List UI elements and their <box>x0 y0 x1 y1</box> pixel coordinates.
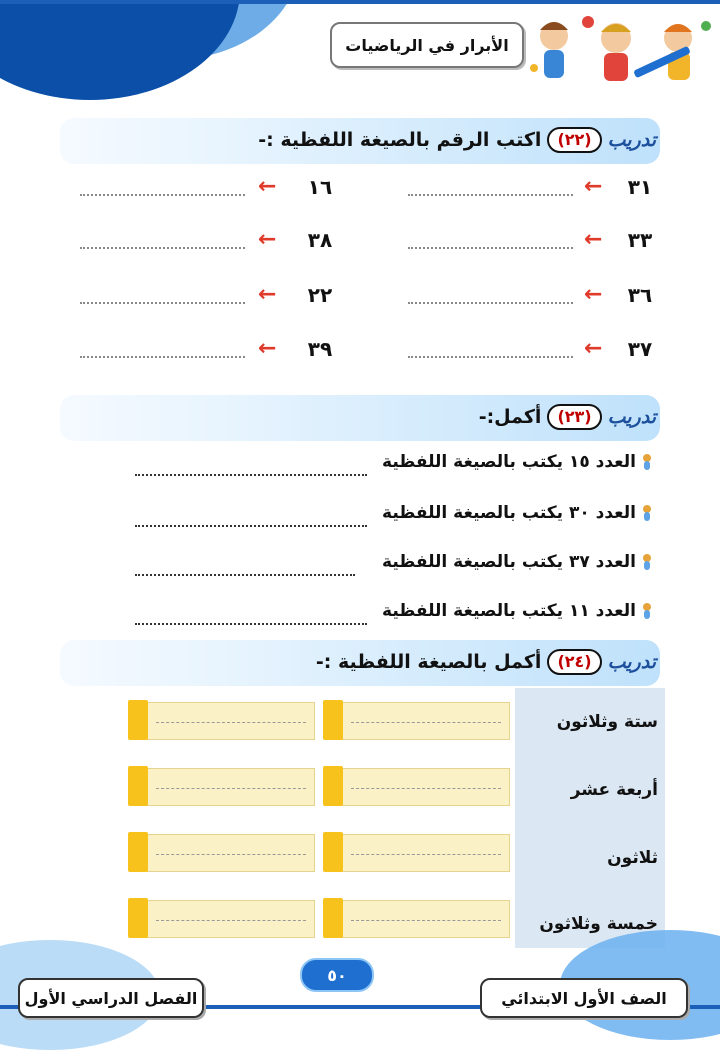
ex24-answer-box-r2[interactable] <box>328 768 510 806</box>
ex22-answer-left-3[interactable] <box>80 302 245 304</box>
ex24-label: تدريب <box>607 651 656 673</box>
ex23-item-text: العدد ٣٠ يكتب بالصيغة اللفظية <box>382 503 636 523</box>
ex22-number: (٢٢) <box>547 127 601 153</box>
ex24-word-3: ثلاثون <box>607 848 658 868</box>
ex23-answer-3[interactable] <box>135 574 355 576</box>
ex23-item-text: العدد ٣٧ يكتب بالصيغة اللفظية <box>382 552 636 572</box>
ex23-item-2 <box>382 503 652 523</box>
ex22-number-right-3: ٣٦ <box>627 283 653 307</box>
ex23-item-1 <box>382 452 652 472</box>
ex23-item-text: العدد ١٥ يكتب بالصيغة اللفظية <box>382 452 636 472</box>
child-bullet-icon <box>642 554 652 570</box>
arrow-icon: ← <box>584 227 603 252</box>
arrow-icon: ← <box>258 336 277 361</box>
ex23-item-3 <box>382 552 652 572</box>
ex23-title <box>479 404 656 430</box>
arrow-icon: ← <box>584 336 603 361</box>
ex22-answer-right-3[interactable] <box>408 302 573 304</box>
ex22-answer-left-2[interactable] <box>80 247 245 249</box>
ex23-answer-4[interactable] <box>135 623 367 625</box>
ex22-answer-right-1[interactable] <box>408 194 573 196</box>
ex22-label: تدريب <box>607 129 656 151</box>
ex23-item-text: العدد ١١ يكتب بالصيغة اللفظية <box>382 601 636 621</box>
ex22-answer-right-2[interactable] <box>408 247 573 249</box>
ex24-answer-box-l3[interactable] <box>133 834 315 872</box>
ex24-word-2: أربعة عشر <box>570 780 658 800</box>
ex22-title <box>258 127 656 153</box>
ex24-answer-box-r1[interactable] <box>328 702 510 740</box>
ex24-word-4: خمسة وثلاثون <box>539 914 658 934</box>
ex24-word-1: ستة وثلاثون <box>556 712 658 732</box>
kids-illustration-icon <box>528 8 716 92</box>
ex24-number: (٢٤) <box>547 649 601 675</box>
ex22-answer-left-4[interactable] <box>80 356 245 358</box>
ex22-instruction: اكتب الرقم بالصيغة اللفظية :- <box>258 129 542 151</box>
ex22-number-right-1: ٣١ <box>627 175 653 199</box>
ex22-number-right-4: ٣٧ <box>627 337 653 361</box>
ex22-number-left-1: ١٦ <box>307 175 333 199</box>
header-decor-dark <box>0 0 240 100</box>
ex24-answer-box-r3[interactable] <box>328 834 510 872</box>
ex24-answer-box-l2[interactable] <box>133 768 315 806</box>
ex23-answer-1[interactable] <box>135 474 367 476</box>
ex22-number-left-2: ٣٨ <box>307 228 333 252</box>
child-bullet-icon <box>642 603 652 619</box>
ex24-answer-box-r4[interactable] <box>328 900 510 938</box>
ex22-answer-left-1[interactable] <box>80 194 245 196</box>
arrow-icon: ← <box>584 282 603 307</box>
child-bullet-icon <box>642 505 652 521</box>
ex23-instruction: أكمل:- <box>478 406 542 428</box>
ex23-answer-2[interactable] <box>135 525 367 527</box>
arrow-icon: ← <box>258 174 277 199</box>
ex22-number-right-2: ٣٣ <box>627 228 653 252</box>
footer-grade: الصف الأول الابتدائي <box>480 978 688 1018</box>
arrow-icon: ← <box>258 282 277 307</box>
ex24-title <box>316 649 656 675</box>
ex24-instruction: أكمل بالصيغة اللفظية :- <box>315 651 542 673</box>
child-bullet-icon <box>642 454 652 470</box>
ex23-item-4 <box>382 601 652 621</box>
ex22-answer-right-4[interactable] <box>408 356 573 358</box>
top-rule <box>0 0 720 4</box>
arrow-icon: ← <box>584 174 603 199</box>
ex22-number-left-3: ٢٢ <box>307 283 333 307</box>
ex24-answer-box-l4[interactable] <box>133 900 315 938</box>
book-title: الأبرار في الرياضيات <box>330 22 524 68</box>
page-number: ٥٠ <box>300 958 374 992</box>
ex24-answer-box-l1[interactable] <box>133 702 315 740</box>
ex23-number: (٢٣) <box>547 404 601 430</box>
footer-term: الفصل الدراسي الأول <box>18 978 204 1018</box>
ex22-number-left-4: ٣٩ <box>307 337 333 361</box>
ex23-label: تدريب <box>607 406 656 428</box>
arrow-icon: ← <box>258 227 277 252</box>
